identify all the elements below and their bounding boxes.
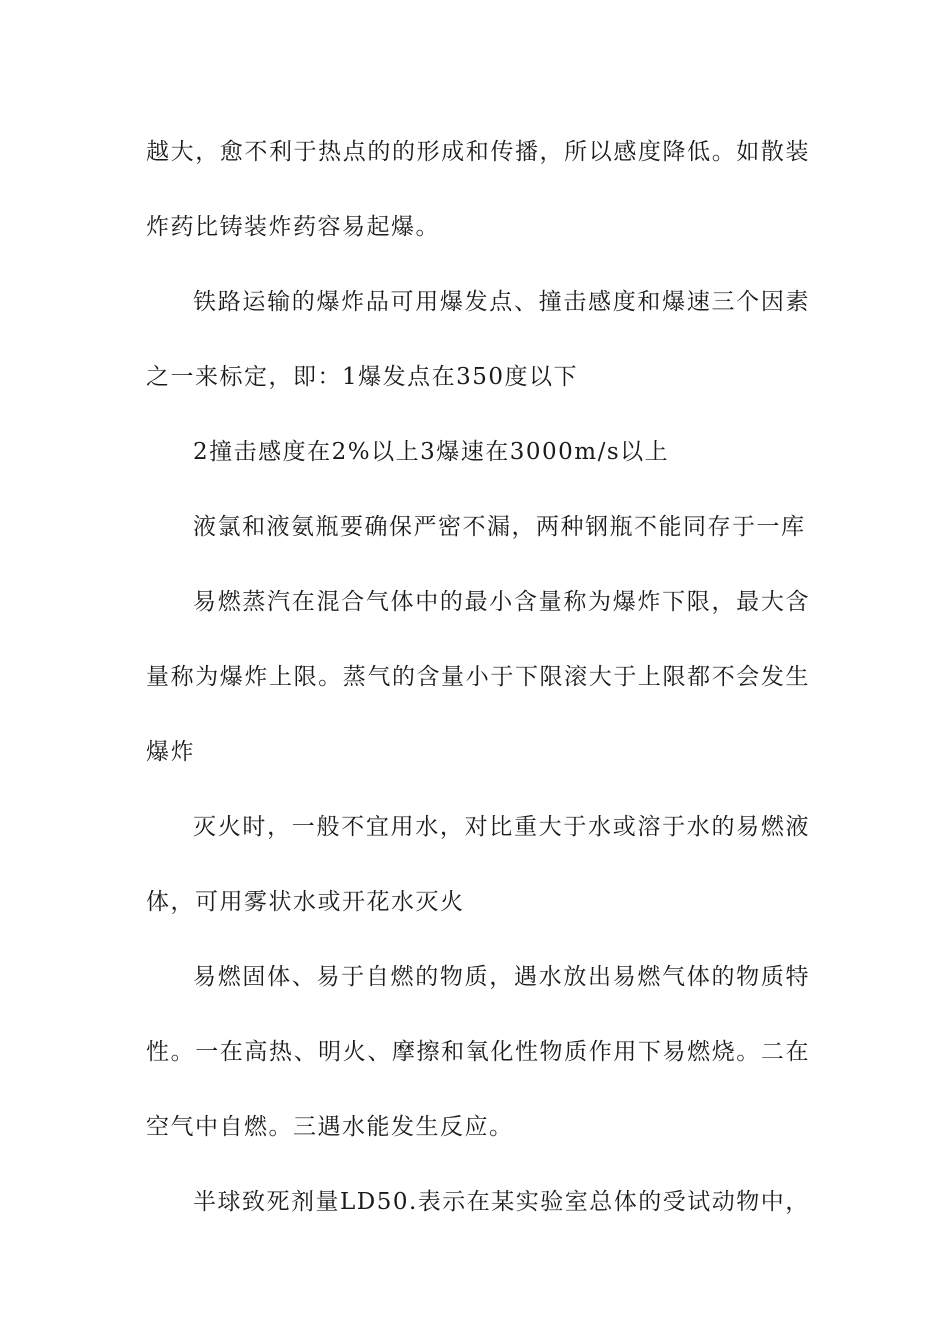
paragraph-explosion-limits: 易燃蒸汽在混合气体中的最小含量称为爆炸下限，最大含量称为爆炸上限。蒸气的含量小于下限滚大于上限都不会发生爆炸 xyxy=(146,589,810,765)
paragraph-flammable-solids: 易燃固体、易于自燃的物质，遇水放出易燃气体的物质特性。一在高热、明火、摩擦和氧化性物质作用下易燃烧。二在空气中自燃。三遇水能发生反应。 xyxy=(146,964,810,1140)
paragraph-continuation: 越大，愈不利于热点的的形成和传播，所以感度降低。如散装炸药比铸装炸药容易起爆。 xyxy=(146,139,810,240)
document-body xyxy=(146,115,810,1240)
paragraph-explosives-rail: 铁路运输的爆炸品可用爆发点、撞击感度和爆速三个因素之一来标定，即：1爆发点在350度以下 xyxy=(146,289,810,390)
paragraph-chlorine-ammonia: 液氯和液氨瓶要确保严密不漏，两种钢瓶不能同存于一库 xyxy=(193,514,806,540)
paragraph-impact-velocity: 2撞击感度在2%以上3爆速在3000m/s以上 xyxy=(193,439,670,465)
paragraph-ld50: 半球致死剂量LD50.表示在某实验室总体的受试动物中， xyxy=(193,1189,810,1215)
paragraph-fire-fighting: 灭火时，一般不宜用水，对比重大于水或溶于水的易燃液体，可用雾状水或开花水灭火 xyxy=(146,814,810,915)
